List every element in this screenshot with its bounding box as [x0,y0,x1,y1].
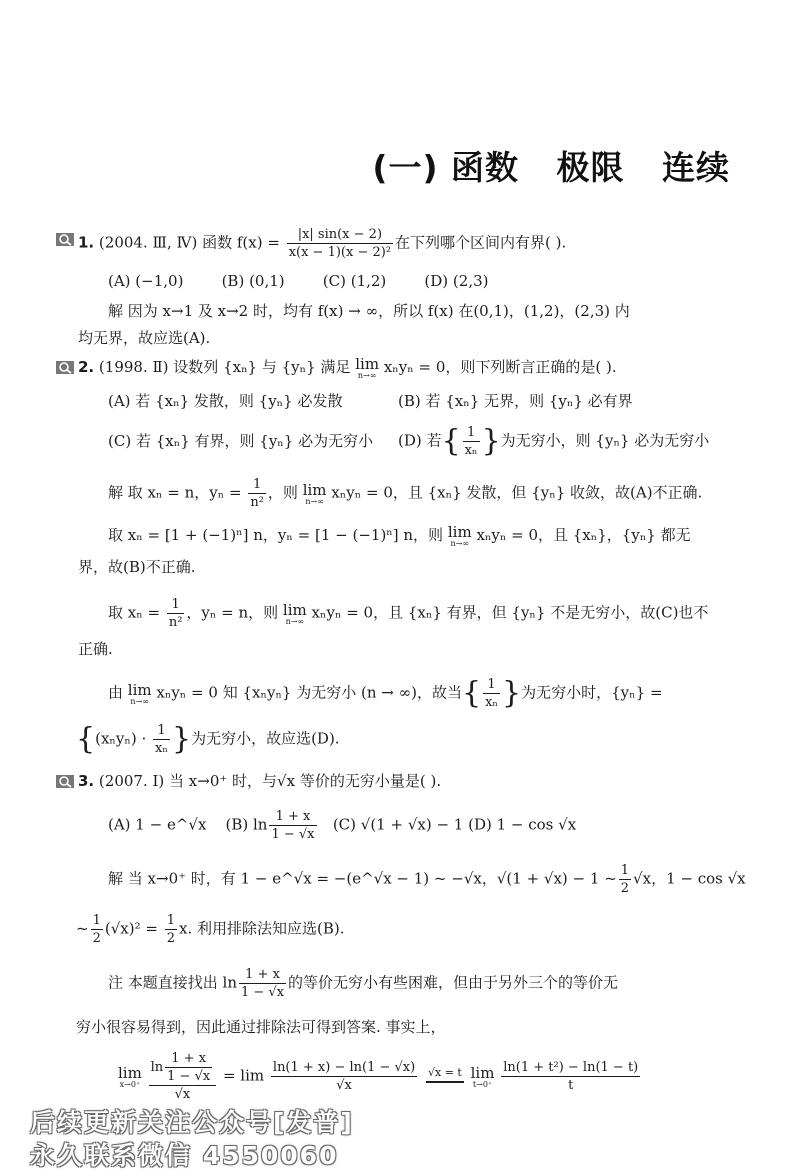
eq-big-num [149,1050,217,1086]
s4-frac [483,676,500,711]
lim-sub: n→∞ [285,616,305,626]
frac-den: xₙ [485,695,499,710]
q3-stem [78,770,800,792]
s2-lim [448,524,472,548]
q3-option-b: (B) ln [225,815,268,834]
lim: lim [282,600,307,619]
q3-solution-1 [108,862,800,897]
s1-mid: ，则 [267,483,303,502]
q2-optd-post: 为无穷小，则 {yₙ} 必为无穷小 [500,431,710,450]
q2-lim [355,356,379,380]
eq-lim2 [471,1065,495,1089]
frac-num: 1 [153,722,170,740]
s1-lim [303,482,327,506]
frac-num: 1 [463,424,480,442]
frac-den: 2 [620,881,630,896]
q3-solution-2 [76,912,800,947]
frac-den: 1 − √x [271,827,315,842]
s3-lim [283,602,307,626]
q2-solution-3 [108,596,800,631]
q2-solution-3b: 正确. [78,640,113,658]
q1-stem-pre: (2004. Ⅲ, Ⅳ) 函数 f(x) = [98,233,285,252]
eq-mid-frac [271,1059,417,1094]
q2-stem [78,356,800,380]
q2-option-b: (B) 若 {xₙ} 无界，则 {yₙ} 必有界 [398,392,633,410]
q3-option-a: (A) 1 − e^√x [108,815,207,834]
q3-option-cd: (C) √(1 + √x) − 1 (D) 1 − cos √x [332,815,577,834]
note-pre: 注 本题直接找出 ln [108,973,237,992]
q1-stem [78,226,778,261]
s3-frac [167,596,185,631]
q2-optd-pre: (D) 若 [398,431,442,450]
q1-solution-1: 解 因为 x→1 及 x→2 时，均有 f(x) → ∞，所以 f(x) 在(0,1)，(1,2)，(2,3) 内 [108,302,630,320]
eq-ln: ln [150,1060,164,1075]
s1-post: xₙyₙ = 0，且 {xₙ} 发散，但 {yₙ} 收敛，故(A)不正确. [326,483,703,502]
q2-solution-2 [108,524,800,548]
magnifier-icon [56,232,74,247]
s5-pre: (xₙyₙ) · [95,729,152,748]
note-post: 的等价无穷小有些困难，但由于另外三个的等价无 [288,973,619,992]
q3-s2-frac [91,912,103,947]
frac-den: 2 [92,931,101,946]
q2-optd-frac [463,424,480,459]
frac-num: 1 [483,676,500,694]
frac-num: 1 + x [269,808,316,826]
s3-mid: ，yₙ = n，则 [186,603,283,622]
q2-solution-4: 由 lim n→∞ xₙyₙ = 0 知 {xₙyₙ} 为无穷小 (n → ∞)，故当{ $\frac{1}{\text{xₙ}}$ }为无穷小时，{yₙ} = [108,675,663,711]
eq-big-frac [149,1050,217,1103]
frac-num: ln(1 + t²) − ln(1 − t) [503,1060,639,1075]
q3-s1: 解 当 x→0⁺ 时，有 1 − e^√x = −(e^√x − 1) ~ −√x，√(1 + √x) − 1 ~ [108,869,617,888]
frac-den: xₙ [464,443,478,458]
q2-option-c: (C) 若 {xₙ} 有界，则 {yₙ} 必为无穷小 [108,432,374,450]
q1-frac-num: |x| sin(x − 2) [287,226,393,244]
lim-sub: t→0⁺ [472,1079,493,1089]
watermark-line-2: 永久联系微信 4550060 [30,1141,339,1170]
q3-equation [118,1050,800,1103]
lim-sub: x→0⁺ [119,1079,141,1089]
frac-den: √x [336,1078,352,1093]
lim: lim [302,480,327,499]
eq-big-den: √x [174,1087,191,1102]
q3-note-1 [108,966,800,1001]
q1-solution-2: 均无界，故应选(A). [78,329,211,347]
q3-stem-text: (2007. Ⅰ) 当 x→0⁺ 时，与√x 等价的无穷小量是( ). [98,772,442,790]
frac-den: 1 − √x [167,1069,211,1084]
frac-den: n² [168,615,183,630]
frac-num: 1 [92,913,101,928]
q3-s2-post: x. 利用排除法知应选(B). [178,919,345,938]
q2-solution-2b: 界，故(B)不正确. [78,558,196,576]
lim-sub: n→∞ [130,696,149,706]
s5-frac [153,722,170,757]
lim: lim [127,680,152,699]
lim: lim [447,523,472,541]
lim-sub: n→∞ [450,539,470,548]
q1-options: (A) (−1,0) (B) (0,1) (C) (1,2) (D) (2,3) [108,272,489,290]
q3-s2-pre: ~ [76,919,89,938]
s5-post: 为无穷小，故应选(D). [191,729,340,748]
s2-pre: 取 xₙ = [1 + (−1)ⁿ] n，yₙ = [1 − (−1)ⁿ] n，则 [108,526,448,544]
note-frac [239,966,286,1001]
q3-options [108,808,800,843]
q3-s1-post: √x，1 − cos √x [633,869,746,888]
s1-frac [248,476,266,511]
lim-sub: n→∞ [357,371,377,380]
frac-num: 1 + x [239,966,286,984]
q3-optb-frac [269,808,316,843]
frac-den: 1 − √x [241,985,285,1000]
q3-note-2: 穷小很容易得到，因此通过排除法可得到答案. 事实上， [76,1018,446,1036]
frac-num: 1 [166,913,175,928]
eq-sub-label: √x = t [426,1064,464,1082]
frac-den: t [568,1078,574,1093]
q1-number: 1. [78,233,95,252]
frac-den: xₙ [155,741,168,756]
eq-substitution [426,1064,464,1089]
eq-lim [118,1065,142,1089]
frac-num: 1 [248,476,266,494]
q2-stem-post: xₙyₙ = 0，则下列断言正确的是( ). [379,358,617,376]
s2-post: xₙyₙ = 0，且 {xₙ}，{yₙ} 都无 [471,526,691,544]
s3-pre: 取 xₙ = [108,603,165,622]
frac-num: ln(1 + x) − ln(1 − √x) [272,1060,416,1075]
q2-number: 2. [78,358,95,376]
eq-last-frac [501,1059,640,1094]
s4-lim [128,682,152,706]
frac-num: 1 [620,863,630,878]
magnifier-icon [56,774,74,789]
q3-s2-mid: (√x)² = [104,919,163,938]
eq-equals-lim: = lim [222,1066,265,1085]
q3-s1-frac [619,862,631,897]
lim-sub: n→∞ [305,496,324,506]
magnifier-icon [56,360,74,375]
q2-stem-pre: (1998. Ⅱ) 设数列 {xₙ} 与 {yₙ} 满足 [98,358,356,376]
section-title: (一) 函数 极限 连续 [372,148,730,187]
q2-option-a: (A) 若 {xₙ} 发散，则 {yₙ} 必发散 [108,392,343,410]
frac-num: 1 [167,596,185,614]
q3-number: 3. [78,772,95,790]
q1-frac-den: x(x − 1)(x − 2)² [288,245,392,260]
q2-solution-1 [108,476,800,511]
s1-pre: 解 取 xₙ = n，yₙ = [108,483,247,502]
q2-option-d: (D) 若{ $\frac{1}{\text{xₙ}}$ }为无穷小，则 {yₙ} 必为无穷小 [398,423,710,459]
q3-s2-frac2 [165,912,177,947]
lim: lim [355,355,380,373]
watermark-line-1: 后续更新关注公众号[发普] [30,1108,354,1137]
frac-num: 1 + x [165,1050,212,1068]
s3-post: xₙyₙ = 0，且 {xₙ} 有界，但 {yₙ} 不是无穷小，故(C)也不 [306,603,709,622]
lim: lim [470,1063,495,1082]
s4-pre: 由 [108,683,128,702]
frac-den: 2 [166,931,175,946]
q1-fraction [287,226,393,261]
frac-den: n² [250,495,264,510]
q1-stem-post: 在下列哪个区间内有界( ). [395,233,567,252]
s4-mid: xₙyₙ = 0 知 {xₙyₙ} 为无穷小 (n → ∞)，故当 [151,683,462,702]
q2-solution-5: {(xₙyₙ) · $\frac{1}{\text{xₙ}}$ }为无穷小，故应选(D). [76,721,340,757]
eq-inner-frac [165,1050,212,1085]
lim: lim [118,1063,142,1082]
s4-post: 为无穷小时，{yₙ} = [521,683,663,702]
